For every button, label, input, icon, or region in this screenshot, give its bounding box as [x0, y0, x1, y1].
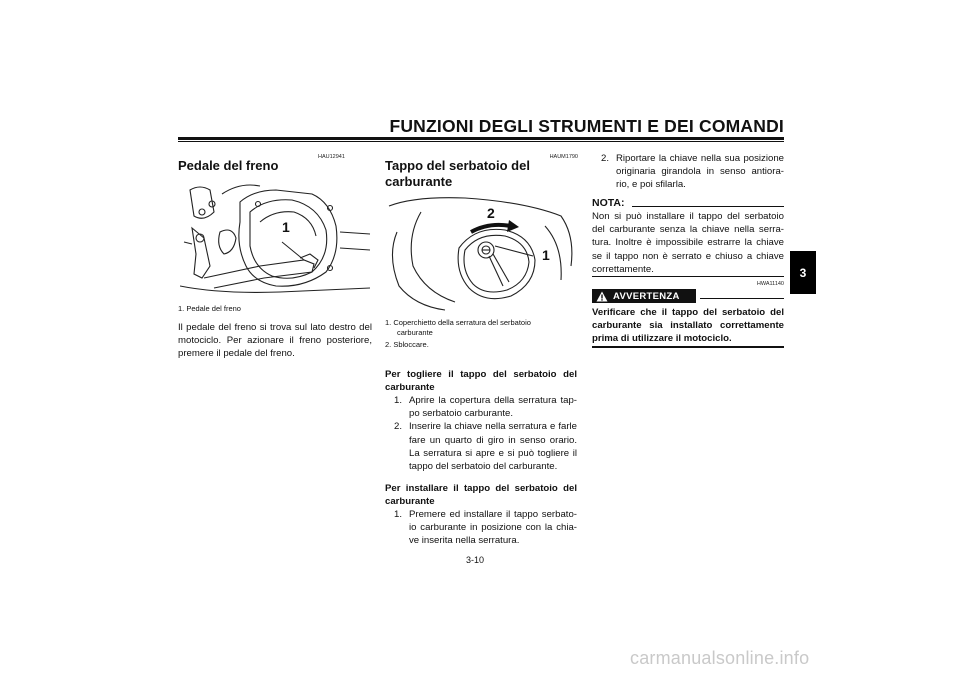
caption-line: 1. Coperchietto della serratura del serbatoio [385, 318, 531, 327]
brake-pedal-text: Il pedale del freno si trova sul lato destro del motociclo. Per azionare il freno posteriore, premere il pedale del freno. [178, 322, 372, 360]
section-code: HAU12941 [318, 154, 345, 160]
list-item [385, 420, 577, 473]
heading-line-2: carburante [385, 174, 453, 189]
step-text: Premere ed installare il tappo serbato-io carburante in posizione con la chia-ve inserita nella serratura. [409, 509, 577, 547]
warning-code: HWA11140 [756, 281, 784, 287]
nota-end-rule [592, 276, 784, 277]
nota-text: Non si può installare il tappo del serbatoio del carburante senza la chiave nella serra-tura. Inoltre è impossibile estrarre la chiave se il tappo non è serrato e chiuso a chiave correttamente. [592, 211, 784, 275]
caption-line: 2. Sbloccare. [385, 340, 429, 349]
list-item [385, 394, 577, 420]
figure-caption: 1. Pedale del freno [178, 304, 241, 313]
warning-rule [700, 298, 784, 299]
header-rule-thin [178, 141, 784, 142]
callout-number-2: 2 [487, 205, 495, 221]
list-item [385, 508, 577, 548]
step-text: Inserire la chiave nella serratura e farle fare un quarto di giro in senso orario. La serratura si apre e si può togliere il tappo del serbatoio del carburante. [409, 421, 577, 473]
right-step [592, 152, 784, 192]
warning-text: Verificare che il tappo del serbatoio del carburante sia installato correttamente prima di utilizzare il motociclo. [592, 307, 784, 345]
chapter-tab: 3 [790, 251, 816, 294]
watermark: carmanualsonline.info [630, 648, 810, 668]
warning-end-rule [592, 346, 784, 348]
warning-badge [592, 289, 696, 303]
section-heading-brake: Pedale del freno [178, 158, 279, 173]
callout-number: 1 [282, 219, 290, 235]
figure-caption [385, 318, 577, 350]
heading-line-1: Tappo del serbatoio del [385, 158, 530, 173]
caption-line: carburante [397, 328, 433, 337]
step-text: Aprire la copertura della serratura tap-po serbatoio carburante. [409, 395, 577, 420]
section-code: HAUM1790 [549, 154, 578, 160]
page-number: 3-10 [466, 555, 485, 565]
page-title: FUNZIONI DEGLI STRUMENTI E DEI COMANDI [389, 116, 784, 136]
step-number: 1. [394, 395, 403, 406]
nota-rule [632, 206, 784, 207]
list-item [592, 152, 784, 192]
section-heading-fuel-cap [385, 158, 530, 190]
header-rule [178, 137, 784, 140]
install-heading: Per installare il tappo del serbatoio del carburante [385, 483, 577, 508]
step-number: 1. [394, 509, 403, 520]
step-number: 2. [394, 421, 403, 433]
step-number: 2. [601, 153, 610, 164]
remove-heading: Per togliere il tappo del serbatoio del carburante [385, 369, 577, 394]
nota-label: NOTA: [592, 197, 625, 209]
brake-pedal-illustration [180, 182, 372, 302]
warning-label: AVVERTENZA [613, 290, 680, 302]
step-text: Riportare la chiave nella sua posizione originaria girandola in senso antiora-rio, e poi sfilarla. [616, 153, 784, 191]
warning-icon [596, 291, 608, 302]
callout-number-1: 1 [542, 247, 550, 263]
install-steps [385, 508, 577, 548]
remove-steps [385, 394, 577, 473]
